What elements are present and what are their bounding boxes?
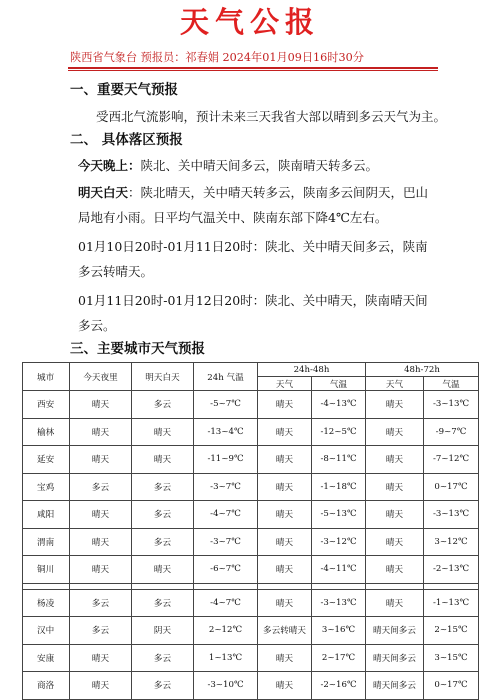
weather-48h: 晴天	[258, 418, 312, 446]
section-1-text: 受西北气流影响，预计未来三天我省大部以晴到多云天气为主。	[96, 109, 447, 124]
table-row	[23, 528, 479, 556]
temp-72h: 2~15℃	[424, 617, 479, 645]
weather-48h: 晴天	[258, 556, 312, 584]
table-row	[23, 644, 479, 672]
temp-72h: -3~13℃	[424, 391, 479, 419]
city-name: 咸阳	[23, 501, 70, 529]
temp-48h: -4~13℃	[312, 391, 366, 419]
day-weather: 多云	[132, 672, 194, 700]
tonight-weather: 晴天	[70, 501, 132, 529]
tonight-weather: 晴天	[70, 391, 132, 419]
temp-72h: -3~13℃	[424, 501, 479, 529]
table-row	[23, 418, 479, 446]
temp-24h: -4~7℃	[194, 501, 258, 529]
tonight-weather: 多云	[70, 473, 132, 501]
header-temp-48: 气温	[312, 377, 366, 391]
weather-72h: 晴天	[366, 528, 424, 556]
day-weather: 阴天	[132, 617, 194, 645]
tonight-weather: 晴天	[70, 446, 132, 474]
temp-72h: -1~13℃	[424, 589, 479, 617]
temp-48h: -3~12℃	[312, 528, 366, 556]
table-row	[23, 556, 479, 584]
temp-72h: -2~13℃	[424, 556, 479, 584]
weather-72h: 晴天	[366, 473, 424, 501]
header-temp-72: 气温	[424, 377, 479, 391]
weather-48h: 晴天	[258, 528, 312, 556]
day-weather: 多云	[132, 589, 194, 617]
table-row	[23, 589, 479, 617]
tomorrow-label: 明天白天	[78, 185, 129, 200]
temp-24h: 1~13℃	[194, 644, 258, 672]
weather-72h: 晴天	[366, 589, 424, 617]
day-weather: 多云	[132, 473, 194, 501]
tonight-weather: 晴天	[70, 528, 132, 556]
day-weather: 晴天	[132, 556, 194, 584]
temp-48h: -5~13℃	[312, 501, 366, 529]
header-rule-thick	[68, 67, 438, 69]
tonight-weather: 晴天	[70, 644, 132, 672]
temp-24h: -5~7℃	[194, 391, 258, 419]
forecast-tomorrow	[78, 180, 440, 230]
forecast-day-2: 01月10日20时-01月11日20时：陕北、关中晴天间多云，陕南多云转晴天。	[78, 239, 428, 279]
temp-24h: -3~7℃	[194, 528, 258, 556]
weather-48h: 晴天	[258, 644, 312, 672]
issuer-info-line: 陕西省气象台 预报员：祁春娟 2024年01月09日16时30分	[70, 51, 364, 64]
section-1-heading: 一、重要天气预报	[70, 82, 178, 98]
weather-72h: 晴天	[366, 501, 424, 529]
temp-24h: 2~12℃	[194, 617, 258, 645]
weather-48h: 多云转晴天	[258, 617, 312, 645]
day-weather: 晴天	[132, 418, 194, 446]
temp-48h: -8~11℃	[312, 446, 366, 474]
section-2-heading: 二、 具体落区预报	[70, 132, 183, 148]
day-weather: 多云	[132, 501, 194, 529]
weather-72h: 晴天	[366, 391, 424, 419]
section-3-heading: 三、主要城市天气预报	[70, 341, 205, 357]
temp-48h: -1~18℃	[312, 473, 366, 501]
weather-72h: 晴天	[366, 446, 424, 474]
table-row	[23, 672, 479, 700]
temp-72h: 0~17℃	[424, 473, 479, 501]
tonight-label: 今天晚上：	[78, 158, 141, 173]
tonight-weather: 晴天	[70, 672, 132, 700]
temp-48h: -2~16℃	[312, 672, 366, 700]
temp-48h: 2~17℃	[312, 644, 366, 672]
day-weather: 多云	[132, 644, 194, 672]
header-tomorrow-day: 明天白天	[132, 363, 194, 391]
weather-72h: 晴天间多云	[366, 617, 424, 645]
temp-24h: -11~9℃	[194, 446, 258, 474]
temp-72h: -9~7℃	[424, 418, 479, 446]
temp-48h: 3~16℃	[312, 617, 366, 645]
table-row	[23, 617, 479, 645]
city-name: 宝鸡	[23, 473, 70, 501]
city-name: 商洛	[23, 672, 70, 700]
weather-48h: 晴天	[258, 501, 312, 529]
weather-48h: 晴天	[258, 473, 312, 501]
bulletin-title: 天气公报	[179, 5, 320, 39]
table-row	[23, 446, 479, 474]
day-weather: 晴天	[132, 446, 194, 474]
city-name: 渭南	[23, 528, 70, 556]
day-weather: 多云	[132, 391, 194, 419]
city-name: 铜川	[23, 556, 70, 584]
temp-72h: 3~15℃	[424, 644, 479, 672]
table-row	[23, 391, 479, 419]
city-name: 杨凌	[23, 589, 70, 617]
temp-24h: -3~10℃	[194, 672, 258, 700]
header-weather-48: 天气	[258, 377, 312, 391]
weather-48h: 晴天	[258, 391, 312, 419]
tonight-weather: 晴天	[70, 556, 132, 584]
header-48-72h: 48h-72h	[366, 363, 479, 377]
weather-48h: 晴天	[258, 446, 312, 474]
city-name: 汉中	[23, 617, 70, 645]
forecast-tonight	[78, 153, 440, 178]
temp-72h: -7~12℃	[424, 446, 479, 474]
temp-24h: -6~7℃	[194, 556, 258, 584]
header-24-48h: 24h-48h	[258, 363, 366, 377]
city-name: 榆林	[23, 418, 70, 446]
header-city: 城市	[23, 363, 70, 391]
header-weather-72: 天气	[366, 377, 424, 391]
weather-48h: 晴天	[258, 589, 312, 617]
city-name: 安康	[23, 644, 70, 672]
day-weather: 多云	[132, 528, 194, 556]
tonight-weather: 多云	[70, 589, 132, 617]
weather-48h: 晴天	[258, 672, 312, 700]
tonight-weather: 晴天	[70, 418, 132, 446]
header-temp-24h: 24h 气温	[194, 363, 258, 391]
temp-24h: -3~7℃	[194, 473, 258, 501]
city-name: 延安	[23, 446, 70, 474]
tonight-weather: 多云	[70, 617, 132, 645]
temp-48h: -3~13℃	[312, 589, 366, 617]
temp-48h: -4~11℃	[312, 556, 366, 584]
forecast-day-3: 01月11日20时-01月12日20时：陕北、关中晴天，陕南晴天间多云。	[78, 293, 428, 333]
city-forecast-table	[22, 362, 479, 700]
header-rule-thin	[68, 70, 438, 71]
weather-72h: 晴天间多云	[366, 672, 424, 700]
temp-48h: -12~5℃	[312, 418, 366, 446]
temp-72h: 0~17℃	[424, 672, 479, 700]
city-name: 西安	[23, 391, 70, 419]
table-row	[23, 473, 479, 501]
temp-24h: -4~7℃	[194, 589, 258, 617]
header-tonight: 今天夜里	[70, 363, 132, 391]
tonight-text: 陕北、关中晴天间多云，陕南晴天转多云。	[140, 158, 379, 173]
temp-24h: -13~4℃	[194, 418, 258, 446]
table-row	[23, 501, 479, 529]
tomorrow-text: ：陕北晴天，关中晴天转多云，陕南多云间阴天，巴山局地有小雨。日平均气温关中、陕南东部下降4℃左右。	[78, 185, 429, 225]
weather-72h: 晴天	[366, 556, 424, 584]
temp-72h: 3~12℃	[424, 528, 479, 556]
weather-72h: 晴天间多云	[366, 644, 424, 672]
weather-72h: 晴天	[366, 418, 424, 446]
